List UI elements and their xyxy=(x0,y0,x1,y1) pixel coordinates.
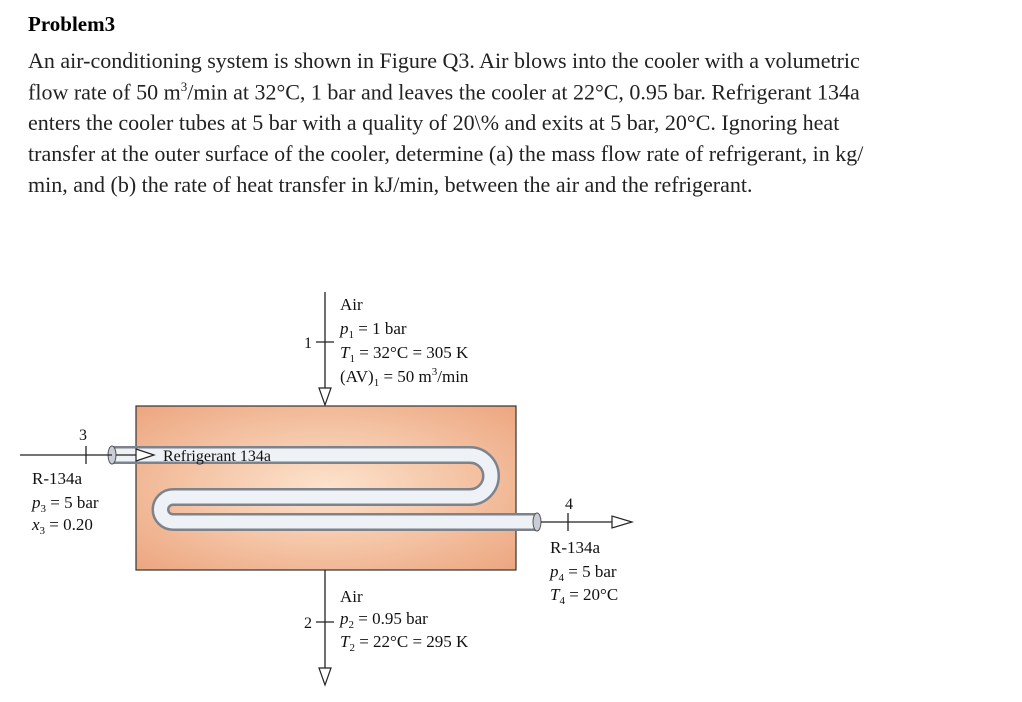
p1-symbol: p xyxy=(340,319,349,338)
av1-unit: /min xyxy=(437,367,469,386)
p4-value: = 5 bar xyxy=(564,562,617,581)
air-inlet-arrow-icon xyxy=(319,388,331,405)
av1-sub: 1 xyxy=(373,377,380,389)
paragraph-line-4: transfer at the outer surface of the cooler, determine (a) the mass flow rate of refrigerant, in kg/ xyxy=(28,141,864,166)
t1-value: = 32°C = 305 K xyxy=(354,343,469,362)
state-3-pressure xyxy=(31,493,99,515)
x3-sub: 3 xyxy=(39,525,46,537)
cooler-figure xyxy=(0,280,1022,702)
p2-symbol: p xyxy=(340,609,349,628)
x3-symbol: x xyxy=(32,515,40,534)
t4-value: = 20°C xyxy=(564,585,619,604)
t2-symbol: T xyxy=(340,632,350,651)
t2-sub: 2 xyxy=(349,642,355,654)
t1-sub: 1 xyxy=(349,353,355,365)
state-2-temperature xyxy=(340,632,469,654)
tube-outlet-end xyxy=(533,513,541,531)
av1-prefix: (AV) xyxy=(340,367,374,386)
p4-symbol: p xyxy=(550,562,559,581)
p4-sub: 4 xyxy=(558,572,564,584)
state-4-fluid-label: R-134a xyxy=(550,538,601,557)
state-3-quality xyxy=(31,515,93,537)
p1-sub: 1 xyxy=(348,329,354,341)
problem-title: Problem3 xyxy=(28,12,116,36)
line-2-part-a: flow rate of 50 m xyxy=(28,79,181,105)
state-1-number: 1 xyxy=(304,335,312,352)
state-2-air-label: Air xyxy=(340,587,363,606)
p2-value: = 0.95 bar xyxy=(354,609,428,628)
cubic-superscript: 3 xyxy=(180,79,188,94)
state-2-pressure xyxy=(339,609,428,631)
paragraph-line-2 xyxy=(28,79,860,105)
p2-sub: 2 xyxy=(348,619,354,631)
av1-sup: 3 xyxy=(431,366,438,378)
t4-sub: 4 xyxy=(559,595,565,607)
air-outlet-arrow-icon xyxy=(319,668,331,685)
state-3-fluid-label: R-134a xyxy=(32,469,83,488)
line-2-part-b: /min at 32°C, 1 bar and leaves the cooler at 22°C, 0.95 bar. Refrigerant 134a xyxy=(187,79,860,105)
state-1-pressure xyxy=(339,319,407,341)
state-4-temperature xyxy=(550,585,618,607)
paragraph-line-3: enters the cooler tubes at 5 bar with a quality of 20\% and exits at 5 bar, 20°C. Ignoring heat xyxy=(28,110,840,135)
state-1-volume-flow xyxy=(340,366,469,389)
refrigerant-label: Refrigerant 134a xyxy=(163,448,271,465)
t4-symbol: T xyxy=(550,585,560,604)
refrigerant-outlet-arrow-icon xyxy=(612,516,632,528)
p1-value: = 1 bar xyxy=(354,319,407,338)
state-1-temperature xyxy=(340,343,469,365)
av1-value: = 50 m xyxy=(379,367,432,386)
p3-value: = 5 bar xyxy=(46,493,99,512)
t2-value: = 22°C = 295 K xyxy=(354,632,469,651)
state-4-number: 4 xyxy=(565,496,573,513)
t1-symbol: T xyxy=(340,343,350,362)
p3-sub: 3 xyxy=(40,503,46,515)
state-1-air-label: Air xyxy=(340,295,363,314)
paragraph-line-5: min, and (b) the rate of heat transfer in kJ/min, between the air and the refrigerant. xyxy=(28,172,753,197)
state-3-number: 3 xyxy=(79,427,87,444)
p3-symbol: p xyxy=(32,493,41,512)
state-4-pressure xyxy=(549,562,617,584)
x3-value: = 0.20 xyxy=(45,515,93,534)
state-2-number: 2 xyxy=(304,615,312,632)
paragraph-line-1: An air-conditioning system is shown in Figure Q3. Air blows into the cooler with a volumetric xyxy=(28,48,860,73)
